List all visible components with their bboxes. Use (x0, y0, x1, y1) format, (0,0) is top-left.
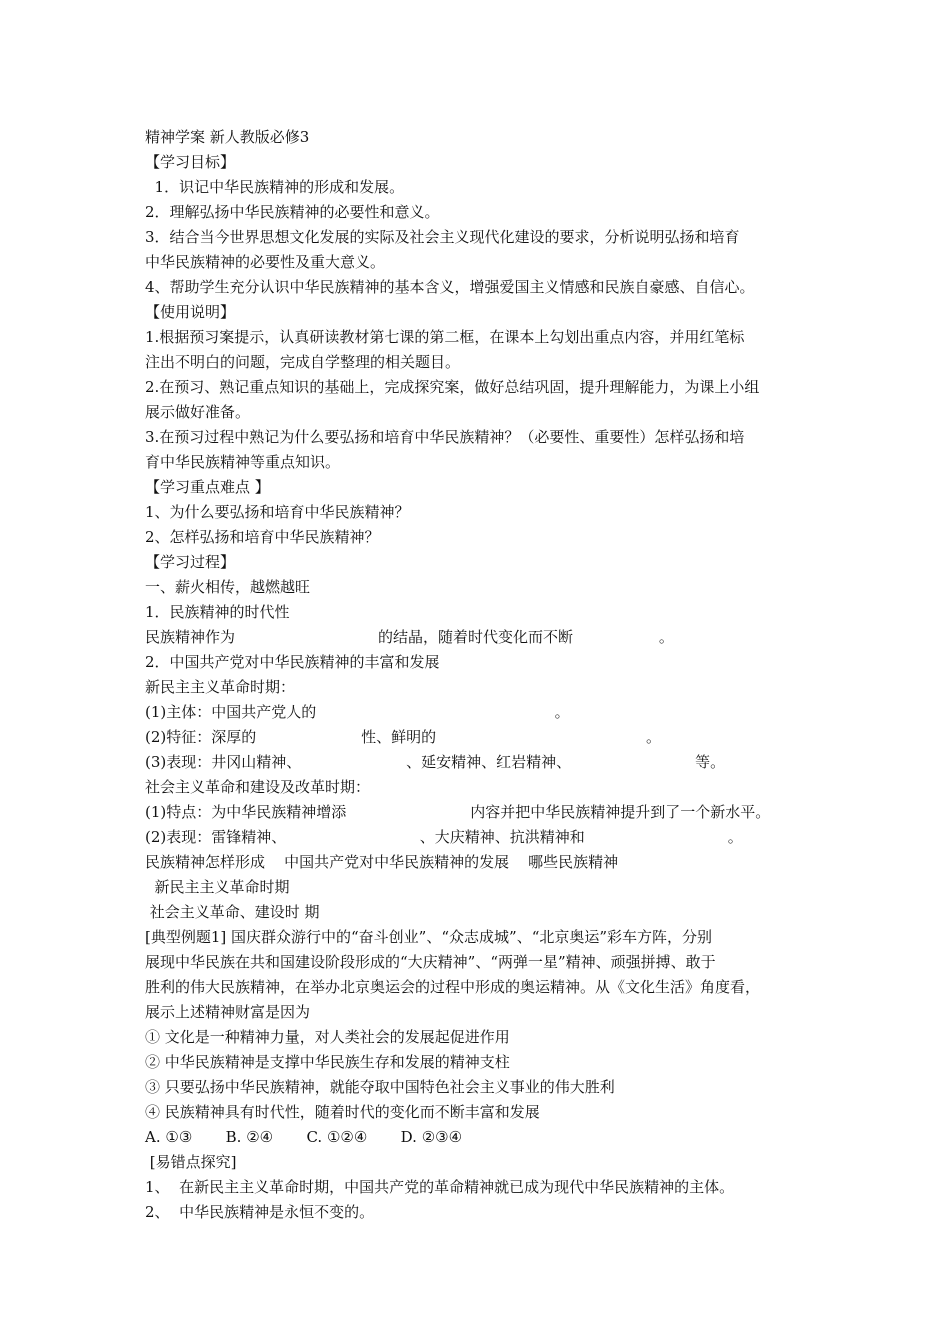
period-new-democratic: 新民主主义革命时期： (145, 678, 296, 696)
heading-learning-objectives: 【学习目标】 (145, 153, 236, 171)
objective-4: 4、帮助学生充分认识中华民族精神的基本含义，增强爱国主义情感和民族自豪感、自信心。 (145, 278, 755, 296)
period-socialist: 社会主义革命和建设及改革时期： (145, 778, 371, 796)
summary-period-2: 社会主义革命、建设时 期 (145, 903, 320, 921)
heading-key-points: 【学习重点难点 】 (145, 478, 270, 496)
error-point-1: 1、 在新民主主义革命时期，中国共产党的革命精神就已成为现代中华民族精神的主体。 (145, 1178, 735, 1196)
heading-error-prone: [易错点探究] (145, 1153, 237, 1171)
example-line-1: [典型例题1] 国庆群众游行中的“奋斗创业”、“众志成城”、“北京奥运”彩车方阵，分别 (145, 928, 713, 946)
subsection-1-heading: 1．民族精神的时代性 (145, 603, 290, 621)
usage-note-3-line-1: 3.在预习过程中熟记为什么要弘扬和培育中华民族精神？（必要性、重要性）怎样弘扬和培 (145, 428, 745, 446)
heading-usage-notes: 【使用说明】 (145, 303, 236, 321)
fill-blank-manifestations: (3)表现：井冈山精神、 、延安精神、红岩精神、 等。 (145, 753, 726, 771)
key-point-2: 2、怎样弘扬和培育中华民族精神？ (145, 528, 380, 546)
fill-blank-line: 民族精神作为 的结晶，随着时代变化而不断 。 (145, 628, 674, 646)
objective-2: 2．理解弘扬中华民族精神的必要性和意义。 (145, 203, 440, 221)
usage-note-2-line-1: 2.在预习、熟记重点知识的基础上，完成探究案，做好总结巩固，提升理解能力，为课上小组 (145, 378, 760, 396)
subsection-2-heading: 2．中国共产党对中华民族精神的丰富和发展 (145, 653, 440, 671)
usage-note-3-line-2: 育中华民族精神等重点知识。 (145, 453, 341, 471)
objective-3-line-1: 3．结合当今世界思想文化发展的实际及社会主义现代化建设的要求，分析说明弘扬和培育 (145, 228, 740, 246)
usage-note-1-line-2: 注出不明白的问题，完成自学整理的相关题目。 (145, 353, 461, 371)
usage-note-1-line-1: 1.根据预习案提示，认真研读教材第七课的第二框，在课本上勾划出重点内容，并用红笔标 (145, 328, 745, 346)
error-point-2: 2、 中华民族精神是永恒不变的。 (145, 1203, 375, 1221)
example-line-4: 展示上述精神财富是因为 (145, 1003, 311, 1021)
objective-1: 1．识记中华民族精神的形成和发展。 (145, 178, 405, 196)
option-4: ④ 民族精神具有时代性，随着时代的变化而不断丰富和发展 (145, 1103, 540, 1121)
option-1: ① 文化是一种精神力量，对人类社会的发展起促进作用 (145, 1028, 510, 1046)
heading-learning-process: 【学习过程】 (145, 553, 236, 571)
fill-blank-socialist-manifestations: (2)表现：雷锋精神、 、大庆精神、抗洪精神和 。 (145, 828, 743, 846)
fill-blank-characteristics: (1)特点：为中华民族精神增添 内容并把中华民族精神提升到了一个新水平。 (145, 803, 771, 821)
option-3: ③ 只要弘扬中华民族精神，就能夺取中国特色社会主义事业的伟大胜利 (145, 1078, 615, 1096)
usage-note-2-line-2: 展示做好准备。 (145, 403, 251, 421)
option-2: ② 中华民族精神是支撑中华民族生存和发展的精神支柱 (145, 1053, 510, 1071)
fill-blank-subject: (1)主体：中国共产党人的 。 (145, 703, 570, 721)
summary-headings: 民族精神怎样形成 中国共产党对中华民族精神的发展 哪些民族精神 (145, 853, 619, 871)
example-line-3: 胜利的伟大民族精神，在举办北京奥运会的过程中形成的奥运精神。从《文化生活》角度看， (145, 978, 761, 996)
fill-blank-features: (2)特征：深厚的 性、鲜明的 。 (145, 728, 661, 746)
example-line-2: 展现中华民族在共和国建设阶段形成的“大庆精神”、“两弹一星”精神、顽强拼搏、敢于 (145, 953, 716, 971)
key-point-1: 1、为什么要弘扬和培育中华民族精神？ (145, 503, 410, 521)
answer-choices: A. ①③ B. ②④ C. ①②④ D. ②③④ (145, 1128, 463, 1146)
summary-period-1: 新民主主义革命时期 (145, 878, 290, 896)
objective-3-line-2: 中华民族精神的必要性及重大意义。 (145, 253, 386, 271)
document-page (145, 125, 813, 1225)
section-1-heading: 一、薪火相传，越燃越旺 (145, 578, 311, 596)
document-title: 精神学案 新人教版必修3 (145, 128, 310, 146)
